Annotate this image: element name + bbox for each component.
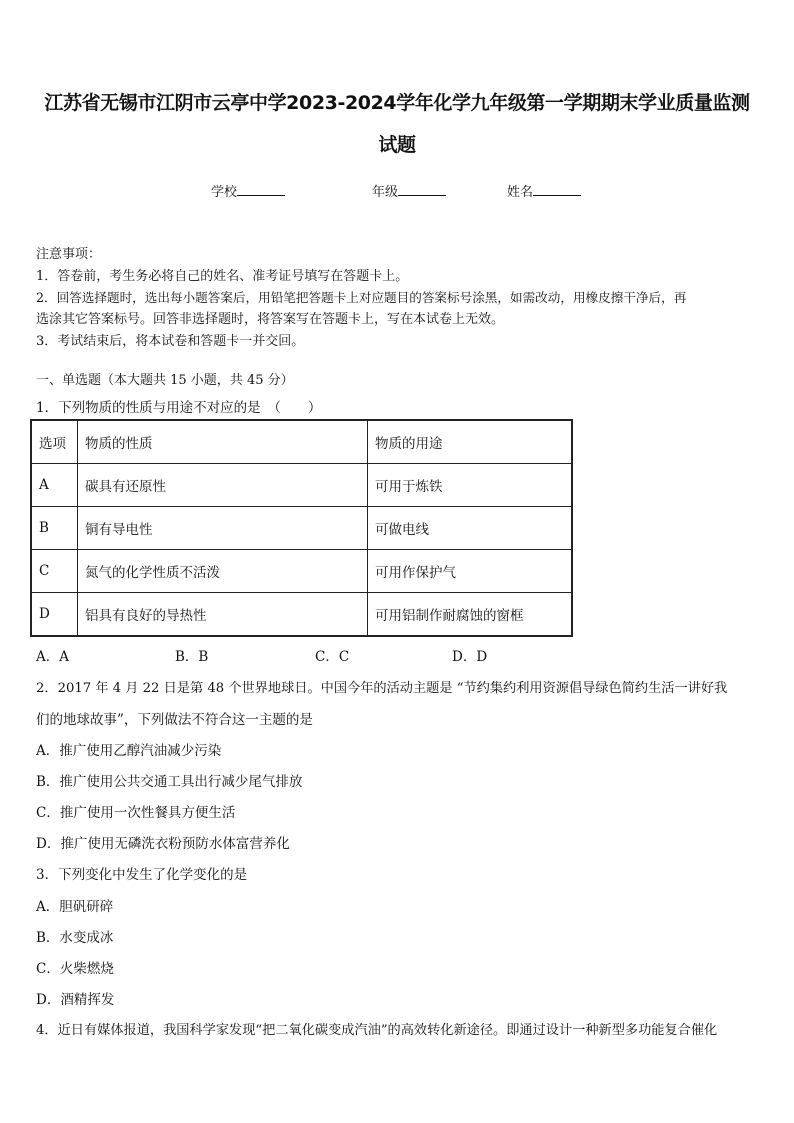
table-cell: 可用于炼铁 <box>368 464 573 507</box>
notice-item: 选涂其它答案标号。回答非选择题时，将答案写在答题卡上，写在本试卷上无效。 <box>36 312 505 327</box>
question-2-option-c[interactable]: C．推广使用一次性餐具方便生活 <box>36 805 236 821</box>
question-4-stem: 4．近日有媒体报道，我国科学家发现“把二氧化碳变成汽油”的高效转化新途径。即通过设计一种新型多功能复合催化 <box>36 1023 718 1038</box>
question-1-stem: 1．下列物质的性质与用途不对应的是 （ ） <box>36 400 322 416</box>
grade-blank[interactable] <box>398 183 446 196</box>
table-cell: D <box>31 593 78 637</box>
question-3-option-b[interactable]: B．水变成冰 <box>36 930 114 946</box>
question-1-option-d[interactable]: D．D <box>452 649 488 665</box>
table-row <box>31 593 572 637</box>
question-3-stem: 3．下列变化中发生了化学变化的是 <box>36 867 248 883</box>
school-field[interactable]: 学校 <box>211 181 285 200</box>
section-heading: 一、单选题（本大题共 15 小题，共 45 分） <box>36 373 294 388</box>
question-2-stem: 2．2017 年 4 月 22 日是第 48 个世界地球日。中国今年的活动主题是 “节约集约利用资源倡导绿色简约生活一讲好我 <box>36 681 728 696</box>
table-cell: A <box>31 464 78 507</box>
table-cell: B <box>31 507 78 550</box>
table-row <box>31 464 572 507</box>
table-cell: 可用作保护气 <box>368 550 573 593</box>
question-1-table <box>30 419 573 637</box>
question-2-option-d[interactable]: D．推广使用无磷洗衣粉预防水体富营养化 <box>36 836 290 852</box>
question-1-option-b[interactable]: B．B <box>175 649 209 665</box>
table-header-cell: 选项 <box>31 420 78 464</box>
table-header-cell: 物质的用途 <box>368 420 573 464</box>
table-row <box>31 507 572 550</box>
grade-field[interactable]: 年级 <box>372 181 446 200</box>
table-cell: C <box>31 550 78 593</box>
table-row <box>31 550 572 593</box>
question-3-option-d[interactable]: D．酒精挥发 <box>36 992 115 1008</box>
table-cell: 碳具有还原性 <box>78 464 368 507</box>
table-header-row <box>31 420 572 464</box>
notice-item: 1．答卷前，考生务必将自己的姓名、准考证号填写在答题卡上。 <box>36 269 409 284</box>
exam-title-line1: 江苏省无锡市江阴市云亭中学2023-2024学年化学九年级第一学期期末学业质量监测 <box>44 92 750 114</box>
name-blank[interactable] <box>533 183 581 196</box>
table-cell: 可做电线 <box>368 507 573 550</box>
table-cell: 可用铝制作耐腐蚀的窗框 <box>368 593 573 637</box>
table-header-cell: 物质的性质 <box>78 420 368 464</box>
question-2-option-a[interactable]: A．推广使用乙醇汽油减少污染 <box>36 743 222 759</box>
table-cell: 铜有导电性 <box>78 507 368 550</box>
table-cell: 氮气的化学性质不活泼 <box>78 550 368 593</box>
notice-item: 2．回答选择题时，选出每小题答案后，用铅笔把答题卡上对应题目的答案标号涂黑，如需改动，用橡皮擦干净后，再 <box>36 290 687 305</box>
table-cell: 铝具有良好的导热性 <box>78 593 368 637</box>
question-3-option-c[interactable]: C．火柴燃烧 <box>36 961 114 977</box>
question-2-option-b[interactable]: B．推广使用公共交通工具出行减少尾气排放 <box>36 774 303 790</box>
question-1-option-a[interactable]: A．A <box>36 649 69 665</box>
question-2-stem-cont: 们的地球故事”，下列做法不符合这一主题的是 <box>36 712 313 728</box>
question-3-option-a[interactable]: A．胆矾研碎 <box>36 899 114 915</box>
name-field[interactable]: 姓名 <box>507 181 581 200</box>
school-blank[interactable] <box>237 183 285 196</box>
question-1-option-c[interactable]: C．C <box>315 649 350 665</box>
exam-title-line2: 试题 <box>378 134 416 156</box>
notice-heading: 注意事项： <box>36 247 102 262</box>
notice-item: 3．考试结束后，将本试卷和答题卡一并交回。 <box>36 334 305 349</box>
